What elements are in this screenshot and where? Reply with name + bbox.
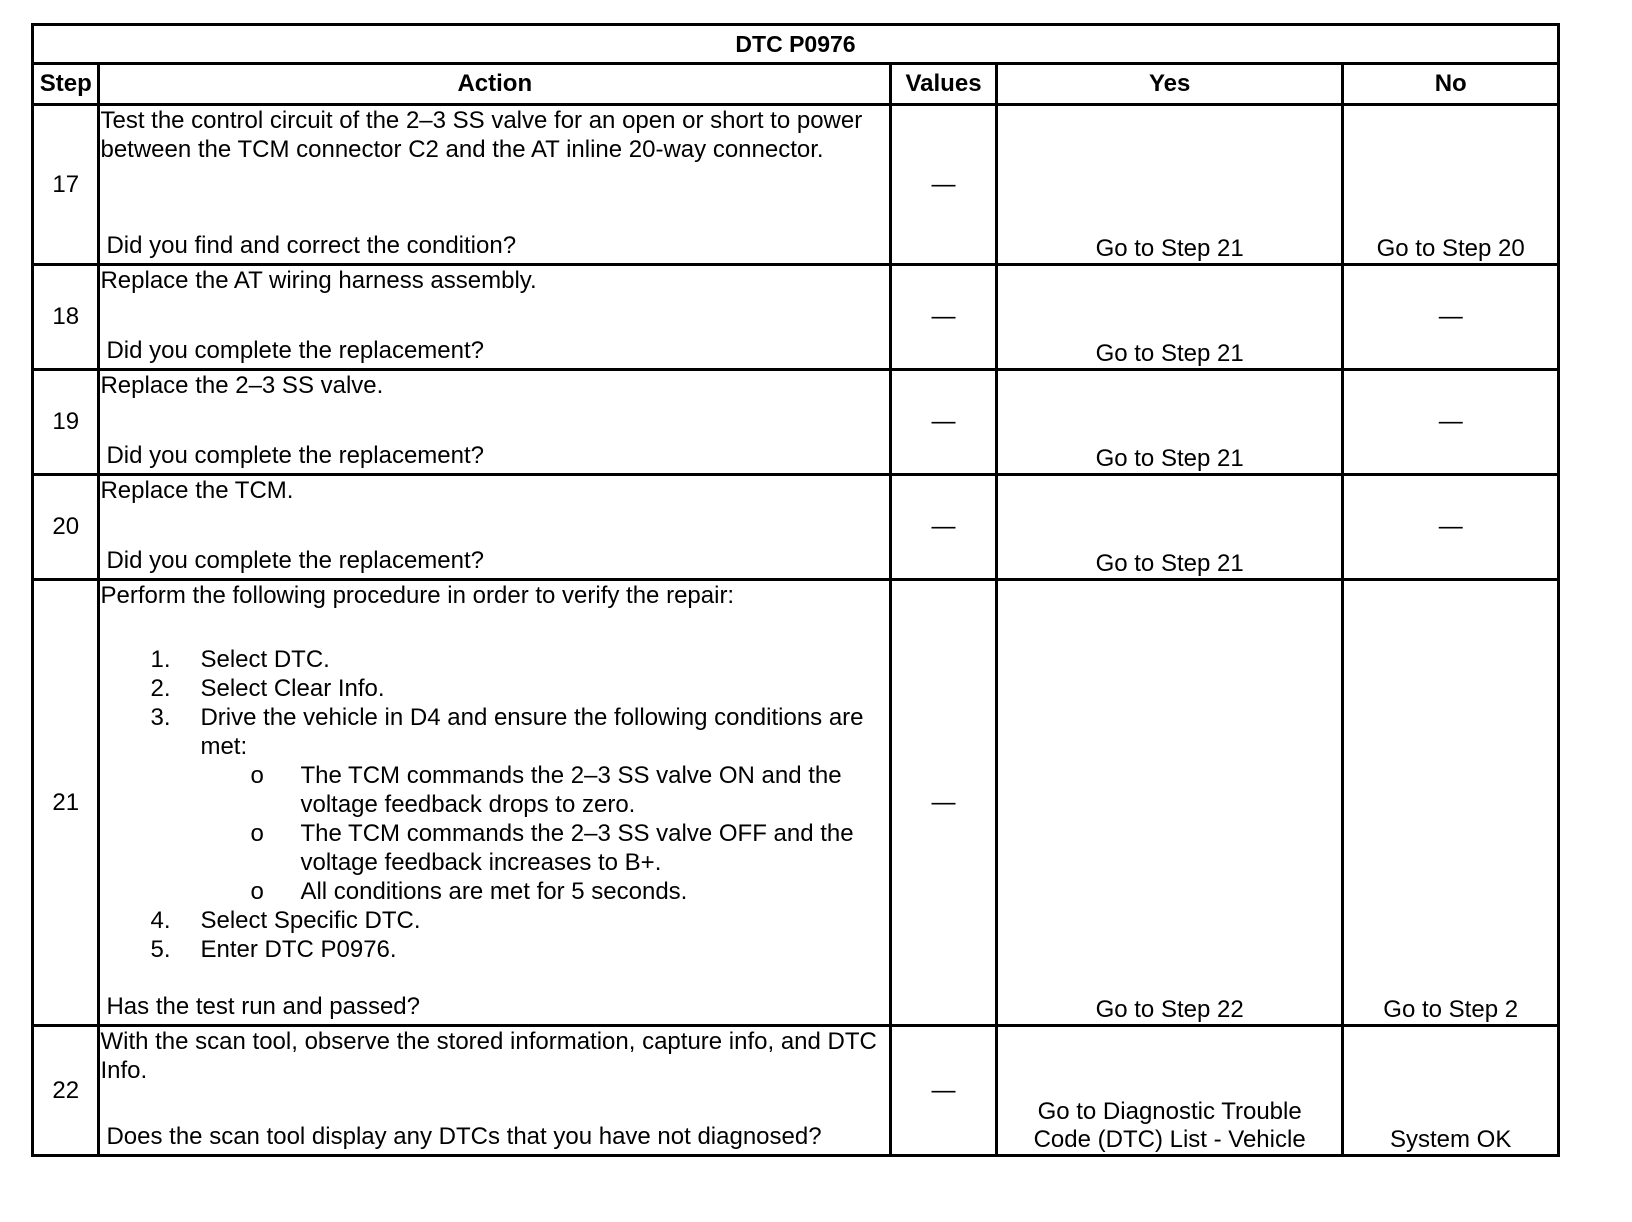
action-cell [99,370,891,475]
procedure-condition: o The TCM commands the 2–3 SS valve OFF and the voltage feedback increases to B+. [250,820,854,876]
step-number: 22 [33,1026,99,1156]
action-text: With the scan tool, observe the stored information, capture info, and DTC Info. [100,1028,877,1084]
procedure-step: 3. Drive the vehicle in D4 and ensure the following conditions are met: [150,704,864,760]
no-cell: — [1343,265,1559,370]
action-question: Did you complete the replacement? [106,442,485,469]
yes-cell: Go to Step 22 [996,580,1342,1026]
table-row [33,105,1559,265]
procedure-step: 2. Select Clear Info. [150,675,385,702]
action-text: Replace the TCM. [100,477,294,504]
no-cell: Go to Step 2 [1343,580,1559,1026]
header-action: Action [99,64,891,105]
yes-cell: Go to Step 21 [996,370,1342,475]
header-step: Step [33,64,99,105]
no-cell: System OK [1343,1026,1559,1156]
step-number: 21 [33,580,99,1026]
values-cell: — [891,370,997,475]
action-text: Test the control circuit of the 2–3 SS valve for an open or short to power between the TCM connector C2 and the AT inline 20-way connector. [100,107,863,163]
action-text: Replace the AT wiring harness assembly. [100,267,537,294]
step-number: 18 [33,265,99,370]
values-cell: — [891,265,997,370]
action-question: Does the scan tool display any DTCs that you have not diagnosed? [106,1123,822,1150]
procedure-condition: o The TCM commands the 2–3 SS valve ON and the voltage feedback drops to zero. [250,762,842,818]
procedure-step: 4. Select Specific DTC. [150,907,421,934]
action-cell [99,105,891,265]
header-values: Values [891,64,997,105]
bullet-icon: o [250,820,264,847]
step-number: 17 [33,105,99,265]
table-row [33,1026,1559,1156]
bullet-icon: o [250,762,264,789]
bullet-icon: o [250,878,264,905]
table-row [33,580,1559,1026]
action-cell [99,1026,891,1156]
step-number: 19 [33,370,99,475]
action-question: Did you find and correct the condition? [106,232,517,259]
header-no: No [1343,64,1559,105]
step-number: 20 [33,475,99,580]
yes-cell-text: Go to Diagnostic Trouble Code (DTC) List - Vehicle [1033,1098,1306,1153]
values-cell: — [891,1026,997,1156]
action-cell [99,580,891,1026]
action-cell [99,475,891,580]
procedure-condition: o All conditions are met for 5 seconds. [250,878,688,905]
no-cell: — [1343,475,1559,580]
yes-cell: Go to Step 21 [996,105,1342,265]
header-yes: Yes [996,64,1342,105]
yes-cell: Go to Step 21 [996,265,1342,370]
values-cell: — [891,475,997,580]
action-question: Has the test run and passed? [106,993,421,1020]
table-title: DTC P0976 [33,25,1559,64]
action-question: Did you complete the replacement? [106,547,485,574]
values-cell: — [891,105,997,265]
yes-cell: Go to Step 21 [996,475,1342,580]
yes-cell [996,1026,1342,1156]
values-cell: — [891,580,997,1026]
procedure-step: 5. Enter DTC P0976. [150,936,397,963]
dtc-table [31,23,1560,1157]
no-cell: Go to Step 20 [1343,105,1559,265]
action-text: Replace the 2–3 SS valve. [100,372,384,399]
action-text: Perform the following procedure in order to verify the repair: [100,582,735,609]
action-cell [99,265,891,370]
no-cell: — [1343,370,1559,475]
action-question: Did you complete the replacement? [106,337,485,364]
procedure-list [100,645,889,964]
table-row [33,265,1559,370]
table-row [33,475,1559,580]
procedure-step: 1. Select DTC. [150,646,330,673]
table-row [33,370,1559,475]
